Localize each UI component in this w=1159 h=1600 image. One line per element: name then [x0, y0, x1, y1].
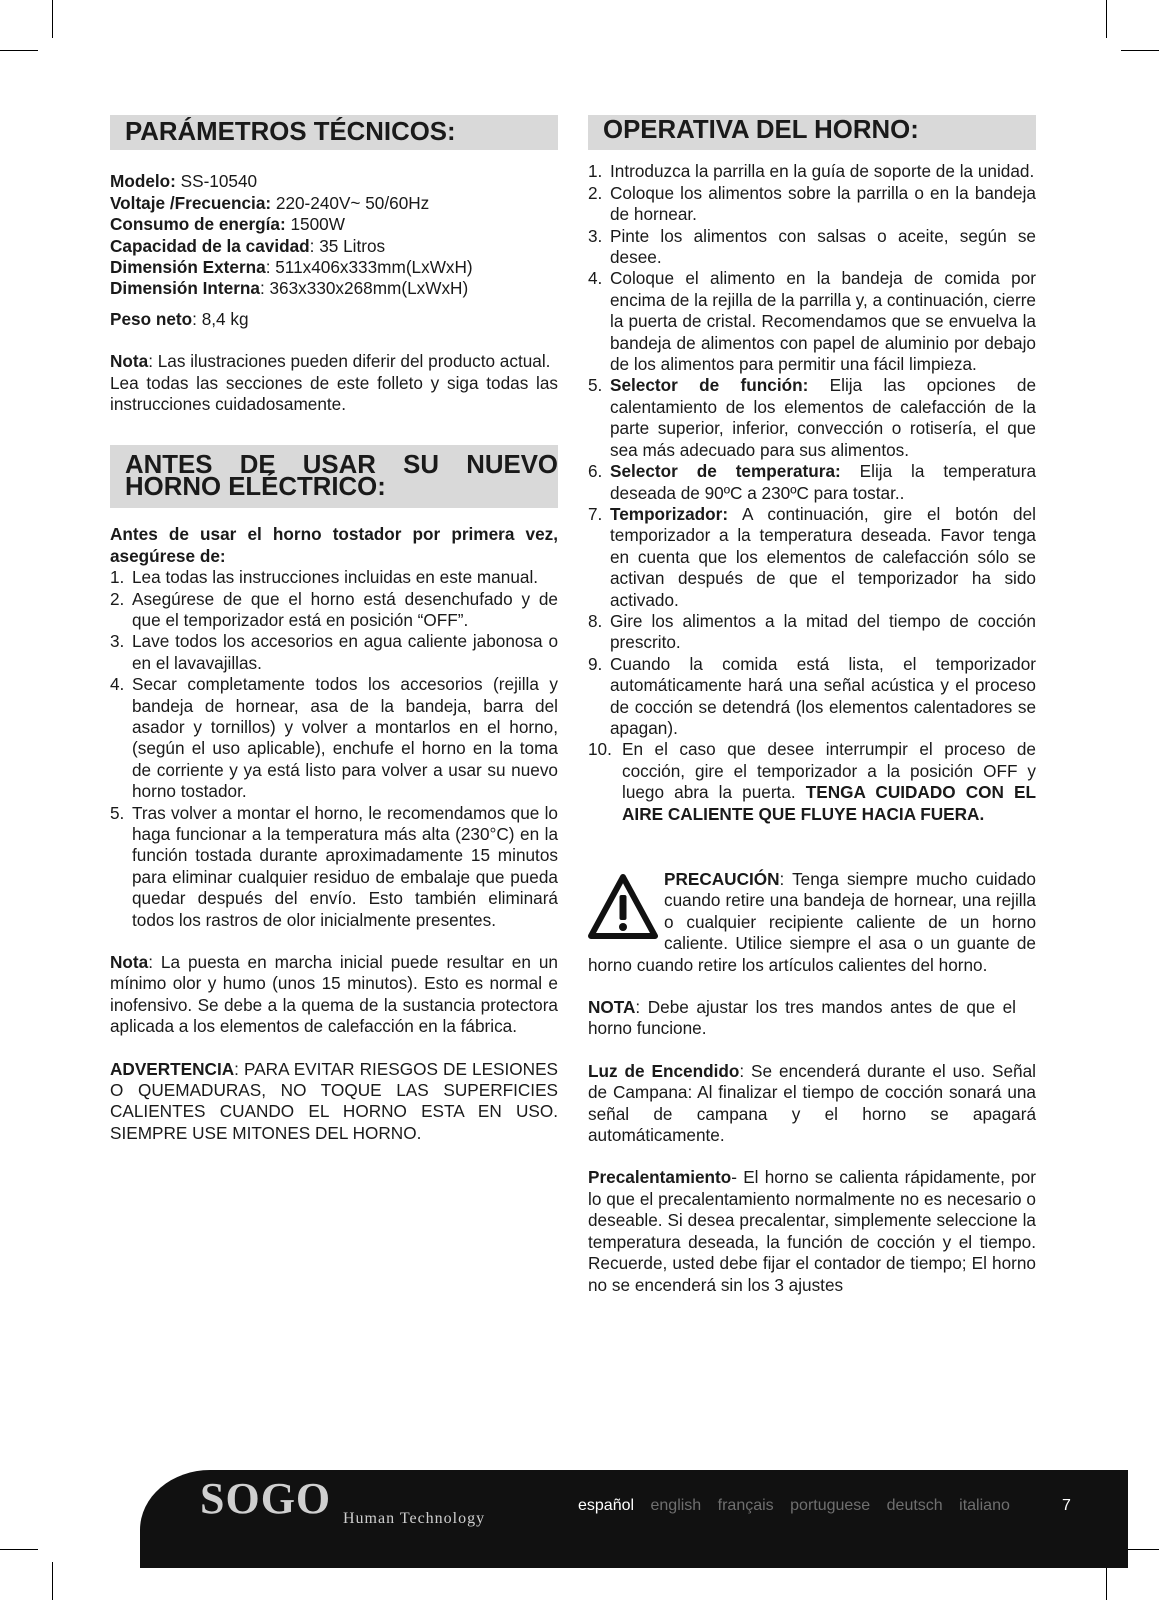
sogo-logo: SOGO [200, 1474, 332, 1523]
power-light-paragraph [588, 1061, 1036, 1147]
warning-label: ADVERTENCIA [110, 1058, 235, 1079]
language-item: español [578, 1497, 635, 1514]
caution-label: PRECAUCIÓN [664, 869, 780, 889]
spec-row [110, 171, 558, 192]
warning-text: : PARA EVITAR RIESGOS DE LESIONES O QUEMADURAS, NO TOQUE LAS SUPERFICIES CALIENTES CUANDO EL HORNO ESTA EN USO. SIEMPRE USE MITONES DEL HORNO. [110, 1058, 558, 1143]
step-text: Coloque los alimentos sobre la parrilla o en la bandeja de hornear. [610, 182, 1036, 225]
before-use-steps [110, 567, 558, 931]
step-text: Coloque el alimento en la bandeja de comida por encima de la rejilla de la parrilla y, a continuación, cierre la puerta de cristal. Recomendamos que se envuelva la bandeja de alimentos con papel de aluminio por debajo de los alimentos para permitir una fácil limpieza. [610, 268, 1036, 375]
language-item: english [650, 1497, 702, 1514]
crop-mark [0, 1549, 38, 1550]
step-number: 3. [588, 225, 603, 246]
caution-block [588, 869, 1036, 976]
nota-text: : Debe ajustar los tres mandos antes de que el horno funcione. [588, 997, 1016, 1039]
crop-mark [52, 1562, 53, 1600]
step-number: 3. [110, 631, 125, 652]
step-bold: Selector de temperatura: [610, 461, 841, 482]
step-text: Lea todas las instrucciones incluidas en este manual. [132, 567, 539, 588]
step-number: 2. [110, 588, 125, 609]
note-label: Nota [110, 351, 149, 372]
right-column [588, 115, 1036, 1296]
tech-params-heading: PARÁMETROS TÉCNICOS: [110, 115, 558, 150]
step-text: Gire los alimentos a la mitad del tiempo de cocción prescrito. [610, 610, 1036, 653]
spec-label: Consumo de energía: [110, 214, 286, 235]
language-item: italiano [959, 1497, 1010, 1514]
step-number: 6. [588, 461, 603, 482]
step-number: 4. [588, 268, 603, 289]
crop-mark [1121, 50, 1159, 51]
note-label: Nota [110, 952, 149, 972]
spec-list [110, 171, 558, 299]
step-text: En el caso que desee interrumpir el proceso de cocción, gire el temporizador a la posición OFF y luego abra la puerta. [622, 739, 1036, 803]
note-text: : Las ilustraciones pueden diferir del producto actual. [148, 351, 551, 372]
spec-row [110, 214, 558, 235]
oven-operation-heading: OPERATIVA DEL HORNO: [588, 115, 1036, 150]
list-item [588, 654, 1036, 740]
footer-bar [140, 1470, 1128, 1568]
nota-label: NOTA [588, 997, 636, 1018]
logo-tagline: Human Technology [343, 1510, 486, 1527]
list-item [588, 739, 1036, 825]
list-item [588, 375, 1036, 461]
step-bold: Selector de función: [610, 375, 809, 396]
spec-label: Modelo: [110, 171, 176, 192]
step-text: Asegúrese de que el horno está desenchufado y de que el temporizador está en posición “OFF”. [132, 588, 558, 630]
weight-value: : 8,4 kg [192, 308, 249, 329]
list-item [110, 631, 558, 674]
step-number: 9. [588, 653, 603, 674]
spec-value: : 511x406x333mm(LxWxH) [265, 257, 473, 278]
list-item [588, 611, 1036, 654]
before-use-intro [110, 524, 558, 567]
step-text: Elija la temperatura deseada de 90ºC a 230ºC para tostar.. [610, 461, 1036, 503]
language-item: français [717, 1497, 774, 1514]
list-item [588, 183, 1036, 226]
step-text: Cuando la comida está lista, el temporizador automáticamente hará una señal acústica y el proceso de cocción se detendrá (los elementos calentadores se apagan). [610, 653, 1036, 738]
before-use-intro-text: Antes de usar el horno tostador por primera vez, asegúrese de: [110, 524, 558, 566]
list-item [588, 226, 1036, 269]
step-number: 7. [588, 503, 603, 524]
preheat-text: - El horno se calienta rápidamente, por lo que el precalentamiento normalmente no es necesario o deseable. Si desea precalentar, simplemente seleccione la temperatura deseada, la función de cocción y el tiempo. Recuerde, usted debe fijar el contador de tiempo; El horno no se encenderá sin los 3 ajustes [588, 1167, 1036, 1295]
list-item [588, 504, 1036, 611]
caution-body: : Tenga siempre mucho cuidado cuando retire una bandeja de hornear, una rejilla o cualquier recipiente caliente de un horno caliente. Utilice siempre el asa o un guante de horno cuando retire los artículos calientes del horno. [588, 869, 1036, 975]
list-item [588, 268, 1036, 375]
spec-row [110, 193, 558, 214]
spec-label: Capacidad de la cavidad [110, 235, 310, 256]
note-first-use [110, 952, 558, 1038]
spec-value: : 35 Litros [309, 235, 386, 256]
spec-row [110, 257, 558, 278]
step-number: 1. [110, 567, 125, 588]
step-text: Tras volver a montar el horno, le recomendamos que lo haga funcionar a la temperatura más alta (230°C) en la función tostada durante aproximadamente 15 minutos para eliminar cualquier residuo de embalaje que pueda quedar después del envío. Esto también eliminará todos los rastros de olor inicialmente presentes. [132, 802, 558, 930]
crop-mark [0, 50, 38, 51]
left-column [110, 115, 558, 1144]
oven-operation-steps [588, 161, 1036, 825]
language-item: portuguese [790, 1497, 871, 1514]
step-text: Pinte los alimentos con salsas o aceite, según se desee. [610, 225, 1036, 268]
preheat-label: Precalentamiento [588, 1167, 732, 1188]
warning-paragraph [110, 1059, 558, 1145]
list-item [110, 567, 558, 588]
net-weight [110, 309, 558, 330]
spec-label: Dimensión Interna [110, 278, 260, 299]
warning-triangle-icon [588, 873, 658, 939]
list-item [110, 674, 558, 802]
spec-value: 220-240V~ 50/60Hz [271, 192, 430, 213]
step-number: 5. [588, 375, 603, 396]
step-number: 2. [588, 182, 603, 203]
note-illustrations [110, 351, 558, 372]
spec-row [110, 278, 558, 299]
list-item [110, 589, 558, 632]
spec-value: : 363x330x268mm(LxWxH) [259, 278, 469, 299]
list-item [588, 161, 1036, 182]
step-bold: TENGA CUIDADO CON EL AIRE CALIENTE QUE FLUYE HACIA FUERA. [622, 782, 1036, 824]
weight-label: Peso neto [110, 308, 193, 329]
spec-value: SS-10540 [175, 171, 258, 192]
step-bold: Temporizador: [610, 503, 729, 524]
step-text: Introduzca la parrilla en la guía de soporte de la unidad. [610, 161, 1035, 182]
power-light-text: : Se encenderá durante el uso. Señal de Campana: Al finalizar el tiempo de cocción sonará una señal de campana y el horno se apagará automáticamente. [588, 1060, 1036, 1146]
note-text: : La puesta en marcha inicial puede resultar en un mínimo olor y humo (unos 15 minutos). Esto es normal e inofensivo. Se debe a la quema de la sustancia protectora aplicada a los elementos de calefacción en la fábrica. [110, 952, 558, 1037]
nota-paragraph [588, 997, 1036, 1040]
preheat-paragraph [588, 1167, 1036, 1295]
step-number: 8. [588, 610, 603, 631]
list-item [588, 461, 1036, 504]
spec-row [110, 236, 558, 257]
step-number: 5. [110, 802, 125, 823]
step-text: A continuación, gire el botón del temporizador a la temperatura deseada. Favor tenga en cuenta que los elementos de calefacción sólo se activan después de que el temporizador ha sido activado. [610, 503, 1036, 610]
step-number: 10. [588, 739, 612, 760]
crop-mark [52, 0, 53, 38]
step-text: Elija las opciones de calentamiento de los elementos de calefacción de la parte superior, inferior, convección o rotisería, el que sea más adecuado para sus alimentos. [610, 375, 1037, 460]
spec-value: 1500W [285, 214, 345, 235]
step-number: 4. [110, 674, 125, 695]
power-light-label: Luz de Encendido [588, 1060, 740, 1081]
crop-mark [1106, 0, 1107, 38]
note-read-all: Lea todas las secciones de este folleto y siga todas las instrucciones cuidadosamente. [110, 372, 558, 415]
step-text: Lave todos los accesorios en agua caliente jabonosa o en el lavavajillas. [132, 631, 558, 673]
step-text: Secar completamente todos los accesorios (rejilla y bandeja de hornear, asa de la bandeja, barra del asador y tornillos) y volver a montarlos en el horno, (según el uso aplicable), enchufe el horno en la toma de corriente y ya está listo para volver a usar su nuevo horno tostador. [132, 674, 558, 802]
spec-label: Voltaje /Frecuencia: [110, 192, 272, 213]
language-list [578, 1495, 1022, 1516]
before-use-heading: ANTES DE USAR SU NUEVO HORNO ELÉCTRICO: [110, 445, 558, 508]
list-item [110, 803, 558, 931]
step-number: 1. [588, 161, 603, 182]
page-number: 7 [1062, 1497, 1071, 1514]
spec-label: Dimensión Externa [110, 257, 266, 278]
language-item: deutsch [886, 1497, 943, 1514]
